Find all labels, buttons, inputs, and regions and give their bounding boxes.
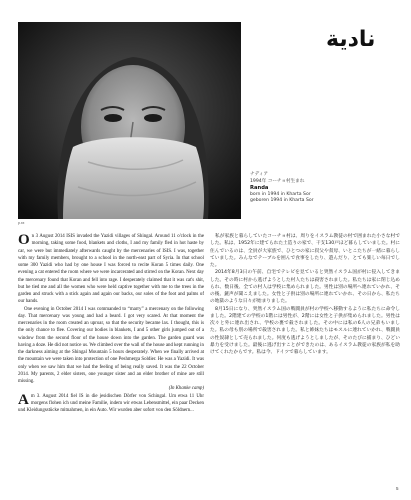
japanese-paragraph-3: 8月15日になり、突然イスラム国の戦闘員が村の学校へ移動するように私たちに命令しました。2階建ての学校の1階には男性が、2階には女性と子供が集められました。男性は次々と外に連れ出され、学校の裏で殺されました。その中には私の6人の兄弟もいました。私の母も別の場所で殺害されました。私と姉妹たちはモスルに連れていかれ、戦闘員の性奴隷として売られました。何度も逃げようとしましたが、そのたびに捕まり、ひどい暴力を受けました。最後に逃げ出すことができたのは、あるイスラム教徒の家族が私を助けてくれたからです。私は今、ドイツで暮らしています。: [210, 306, 400, 355]
german-drop-cap: A: [18, 391, 29, 408]
english-paragraph-1: [18, 233, 204, 306]
caption-name-ja: ナディア: [250, 172, 269, 177]
german-paragraph-text: m 3. August 2014 fiel IS in die jesidischen Dörfer von Schingal. Um etwa 11 Uhr morgens flohen ich und meine Familie, indem wir etwas Lebensmittel, ein paar Decken und Kleidungsstücke mitnahmen, in ein Auto. Wir wurden aber sofort von den Söldnern...: [18, 393, 204, 413]
caption-birth-de: geboren 1994 in Kharta Sor: [250, 198, 314, 204]
photo-credit: p.xx: [18, 221, 25, 225]
signature-location: (In Khanke camp): [168, 386, 204, 392]
drop-cap: O: [18, 233, 30, 248]
english-column: [18, 233, 204, 478]
japanese-column: [210, 233, 400, 478]
photo-caption: [250, 172, 400, 205]
english-paragraph-1-text: n 3 August 2014 ISIS invaded the Yazidi villages of Shingal. Around 11 o'clock in the morning, taking some food, blankets and cloths, I and my family fled in hot haste by car, we were but immediately afterwards caught by the mercenaries of ISIS. I was, together with my family members, brought to a school in the north-east part of Syria. In that school some 300 Yazidi who had by one house I was forced to recite Koran 5 times daily. One evening a cat entered the room where we were incarcerated and stirred on the Koran. Next day the mercenary found that Koran and fell into rage. I desperately claimed that it was cat's shit, but he tied me and all the women who were held captive together with me to the trees in the garden and struck with a stick again and again our backs, our soles of the foot and palms of our hands.: [18, 234, 204, 305]
caption-name-en: Randa: [250, 185, 269, 192]
japanese-paragraph-1: 私が家族と暮らしていたコーチョ村は、周りをイスラム教徒の村で囲まれた小さな村でした。私は、1952年に建てられた土造りの家で、干支130戸ほど暮らしていました。村に住んでいるのは、全員が大家族で、ひとつの家に叔父や叔母、いとこたちが一緒に暮らしていました。みんなでテーブルを囲んで食事をしたり、遊んだり、とても楽しい毎日でした。: [210, 234, 400, 268]
arabic-title: نادية: [326, 27, 376, 52]
page-number: 5: [396, 486, 399, 491]
german-paragraph: [18, 393, 204, 415]
japanese-paragraph-2: 2014年8月3日の午前、自宅でテレビを見ていると突然イスラム国が村に侵入してきました。その時に村から逃げようとした村人たちは殺害されました。私たちは家に閉じ込められ、数日後、全ての村人は学校に集められました。男性は別の場所へ連れていかれ、その後、銃声が聞こえました。女性と子供は別の場所に連れていかれ、その日から、私たちの地獄のような日々が始まりました。: [210, 270, 400, 305]
caption-birth-en: born in 1994 in Kharta Sor: [250, 191, 311, 197]
english-paragraph-2: One evening in October 2014 I was commanded to “marry” a mercenary on the following day. That mercenary was young and had a beard. I got very scared. At that moment the mercenaries in the room created an uproar, so that the security became lax. I thought, this is the only chance to flee. Covering our bodies in blankets, I and 5 other girls jumped out of a window from the second floor of the house down into the garden. The garden guard was having a doze. He did not notice us. We climbed over the wall of the house and kept running in the darkness aiming at the Shingal Mountain 5 hours desperately. When we finally arrived at the mountain we were taken into protection of one Peshmerga Soldier. He was a Yazidi. It was only when we saw him that we had the feeling of being really saved. It was the 22 October 2014. My parents, 2 elder sisters, one younger sister and an elder brother of mine are still missing.: [18, 306, 204, 384]
caption-birth-ja: 1994年 コーチョ村生まれ: [250, 178, 305, 184]
portrait-photo: [18, 22, 241, 219]
portrait-image: [18, 22, 241, 219]
